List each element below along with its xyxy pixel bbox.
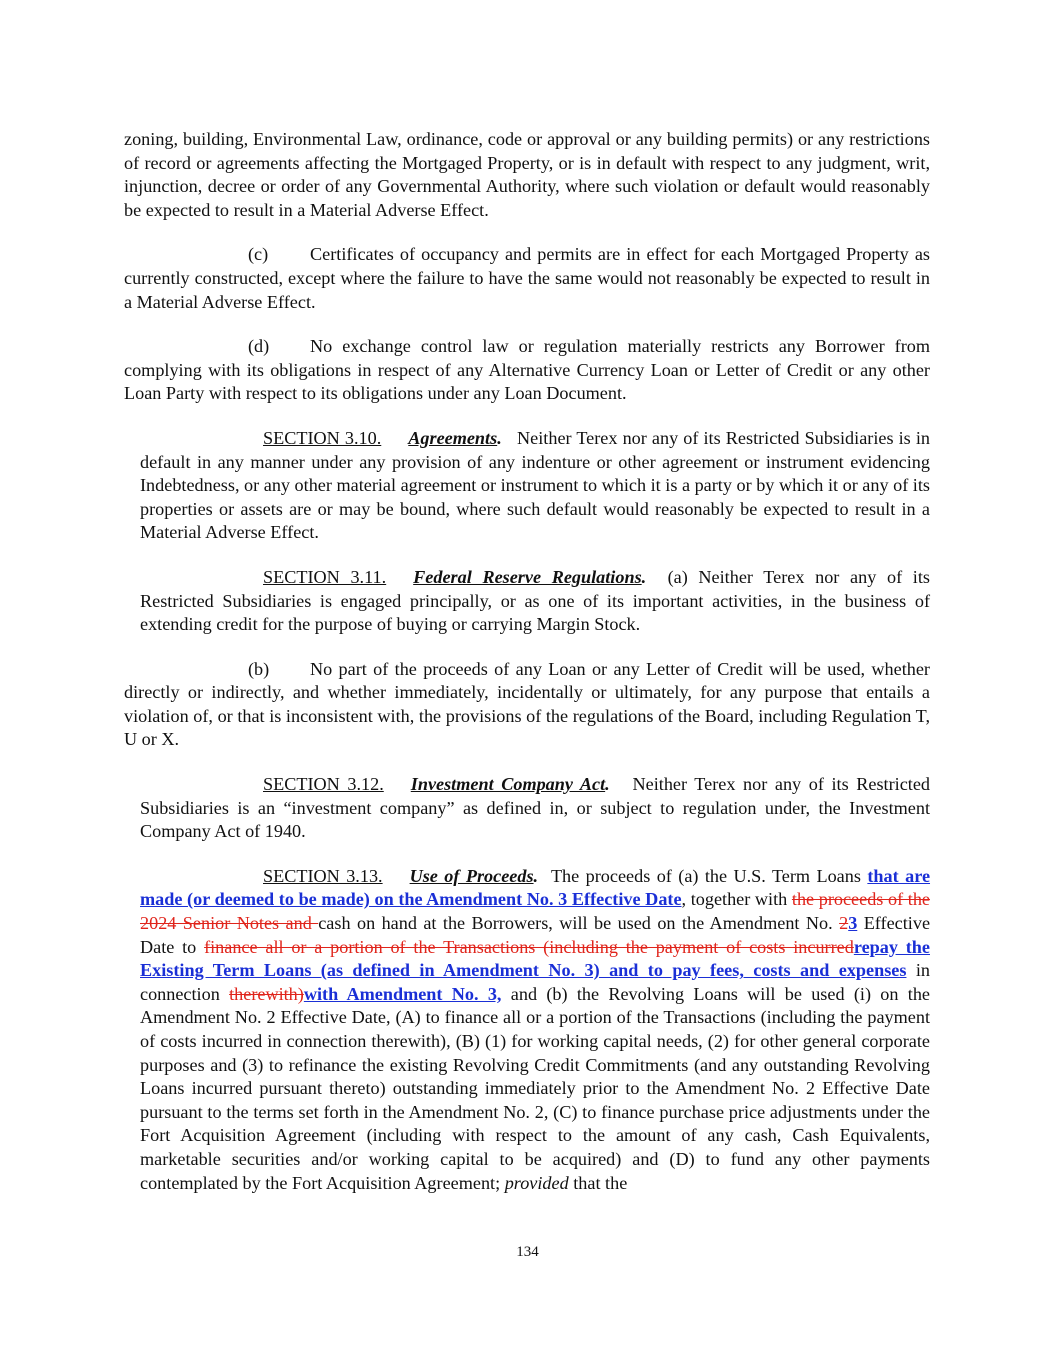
deletion-3: finance all or a portion of the Transactions (including the payment of costs incurred (204, 936, 854, 957)
deletion-4: therewith) (229, 983, 304, 1004)
section-3-13: SECTION 3.13. Use of Proceeds. The proceeds of (a) the U.S. Term Loans that are made (or deemed to be made) on the Amendment No. 3 Effective Date, together with the proceeds of the 2024 Senior Notes and cash on hand at the Borrowers, will be used on the Amendment No. 23 Effective Date to finance all or a portion of the Transactions (including the payment of costs incurredrepay the Existing Term Loans (as defined in Amendment No. 3) and to pay fees, costs and expenses in connection therewith)with Amendment No. 3, and (b) the Revolving Loans will be used (i) on the Amendment No. 2 Effective Date, (A) to finance all or a portion of the Transactions (including the payment of costs incurred in connection therewith), (B) (1) for working capital needs, (2) for other general corporate purposes and (3) to refinance the existing Revolving Credit Commitments (and any outstanding Revolving Loans incurred pursuant thereto) outstanding immediately prior to the Amendment No. 2 Effective Date pursuant to the terms set forth in the Amendment No. 2, (C) to finance purchase price adjustments under the Fort Acquisition Agreement (including with respect to the amount of any cash, Cash Equivalents, marketable securities and/or working capital to be acquired) and (D) to fund any other payments contemplated by the Fort Acquisition Agreement; provided that the (140, 865, 931, 1193)
section-3-10: SECTION 3.10. Agreements. Neither Terex nor any of its Restricted Subsidiaries is in default in any manner under any provision of any indenture or other agreement or instrument evidencing Indebtedness, or any other material agreement or instrument to which it is a party or by which it or any of its properties or assets are or may be bound, where such default would reasonably be expected to result in a Material Adverse Effect. (140, 427, 931, 543)
section-3-11-number: SECTION 3.11. (263, 566, 387, 587)
paragraph-c-text: Certificates of occupancy and permits are in effect for each Mortgaged Property as currently constructed, except where the failure to have the same would not reasonably be expected to result in a Material Adverse Effect. (124, 244, 930, 312)
insertion-4: with Amendment No. 3, (303, 983, 502, 1004)
section-3-12: SECTION 3.12. Investment Company Act. Neither Terex nor any of its Restricted Subsidiaries is an “investment company” as defined in, or subject to regulation under, the Investment Company Act of 1940. (140, 774, 931, 842)
section-3-13-number: SECTION 3.13. (263, 865, 383, 886)
insertion-1: that are made (or deemed to be made) on the Amendment No. 3 Effective Date (140, 865, 931, 910)
document-page (124, 128, 930, 1216)
insertion-3: repay the Existing Term Loans (as defined in Amendment No. 3) and to pay fees, costs and expenses (140, 936, 930, 981)
paragraph-b-text: No part of the proceeds of any Loan or any Letter of Credit will be used, whether directly or indirectly, and whether immediately, incidentally or ultimately, for any purpose that entails a violation of, or that is inconsistent with, the provisions of the regulations of the Board, including Regulation T, U or X. (124, 658, 930, 750)
section-3-13-text-5: in connection (140, 960, 930, 1004)
paragraph-d (124, 335, 930, 406)
section-3-12-number: SECTION 3.12. (263, 774, 384, 795)
page-number: 134 (516, 1244, 539, 1260)
section-3-10-number: SECTION 3.10. (263, 427, 382, 448)
section-3-11-title: Federal Reserve Regulations (413, 566, 642, 587)
paragraph-b (124, 658, 930, 752)
section-3-12-text: Neither Terex nor any of its Restricted Subsidiaries is an “investment company” as defined in, or subject to regulation under, the Investment Company Act of 1940. (140, 774, 931, 842)
section-3-11-text: (a) Neither Terex nor any of its Restricted Subsidiaries is engaged principally, or as one of its important activities, in the business of extending credit for the purpose of buying or carrying Margin Stock. (140, 566, 930, 635)
paragraph-continued: zoning, building, Environmental Law, ordinance, code or approval or any building permits) or any restrictions of record or agreements affecting the Mortgaged Property, or is in default with respect to any judgment, writ, injunction, decree or order of any Governmental Authority, where such violation or default would reasonably be expected to result in a Material Adverse Effect. (124, 129, 930, 220)
section-3-10-text: Neither Terex nor any of its Restricted Subsidiaries is in default in any manner under any provision of any indenture or other agreement or instrument evidencing Indebtedness, or any other material agreement or instrument to which it is a party or by which it or any of its properties or assets are or may be bound, where such default would reasonably be expected to result in a Material Adverse Effect. (140, 427, 931, 543)
deletion-2: 2 (839, 913, 849, 934)
paragraph-c-label: (c) (248, 244, 269, 265)
deletion-1: the proceeds of the 2024 Senior Notes and (140, 889, 930, 934)
section-3-13-text-2: , together with (681, 889, 792, 910)
insertion-2: 3 (848, 913, 858, 934)
section-3-13-text-8: that the (568, 1172, 628, 1193)
section-3-12-title: Investment Company Act (410, 774, 606, 795)
paragraph-d-label: (d) (248, 336, 270, 357)
section-3-13-text-4: Effective Date to (140, 913, 931, 957)
paragraph-b-label: (b) (248, 658, 270, 679)
section-3-13-text-6: and (b) the Revolving Loans will be used (i) on the Amendment No. 2 Effective Date, (A) to finance all or a portion of the Transactions (including the payment of costs incurred in connection therewith), (B) (1) for working capital needs, (2) for other general corporate purposes and (3) to refinance the existing Revolving Credit Commitments (and any outstanding Revolving Loans incurred pursuant thereto) outstanding immediately prior to the Amendment No. 2 Effective Date pursuant to the terms set forth in the Amendment No. 2, (C) to finance purchase price adjustments under the Fort Acquisition Agreement (including with respect to the amount of any cash, Cash Equivalents, marketable securities and/or working capital to be acquired) and (D) to fund any other payments contemplated by the Fort Acquisition Agreement; (140, 983, 930, 1193)
paragraph-d-text: No exchange control law or regulation materially restricts any Borrower from complying with its obligations in respect of any Alternative Currency Loan or Letter of Credit or any other Loan Party with respect to its obligations under any Loan Document. (124, 336, 930, 404)
paragraph-c (124, 243, 930, 314)
section-3-11: SECTION 3.11. Federal Reserve Regulations. (a) Neither Terex nor any of its Restricted Subsidiaries is engaged principally, or as one of its important activities, in the business of extending credit for the purpose of buying or carrying Margin Stock. (140, 566, 930, 635)
section-3-10-title: Agreements (408, 427, 498, 448)
section-3-13-text-1: The proceeds of (a) the U.S. Term Loans (550, 865, 868, 886)
section-3-13-text-3: cash on hand at the Borrowers, will be used on the Amendment No. (318, 913, 840, 934)
section-3-13-title: Use of Proceeds (409, 865, 534, 886)
section-3-13-text-7: provided (504, 1172, 569, 1193)
